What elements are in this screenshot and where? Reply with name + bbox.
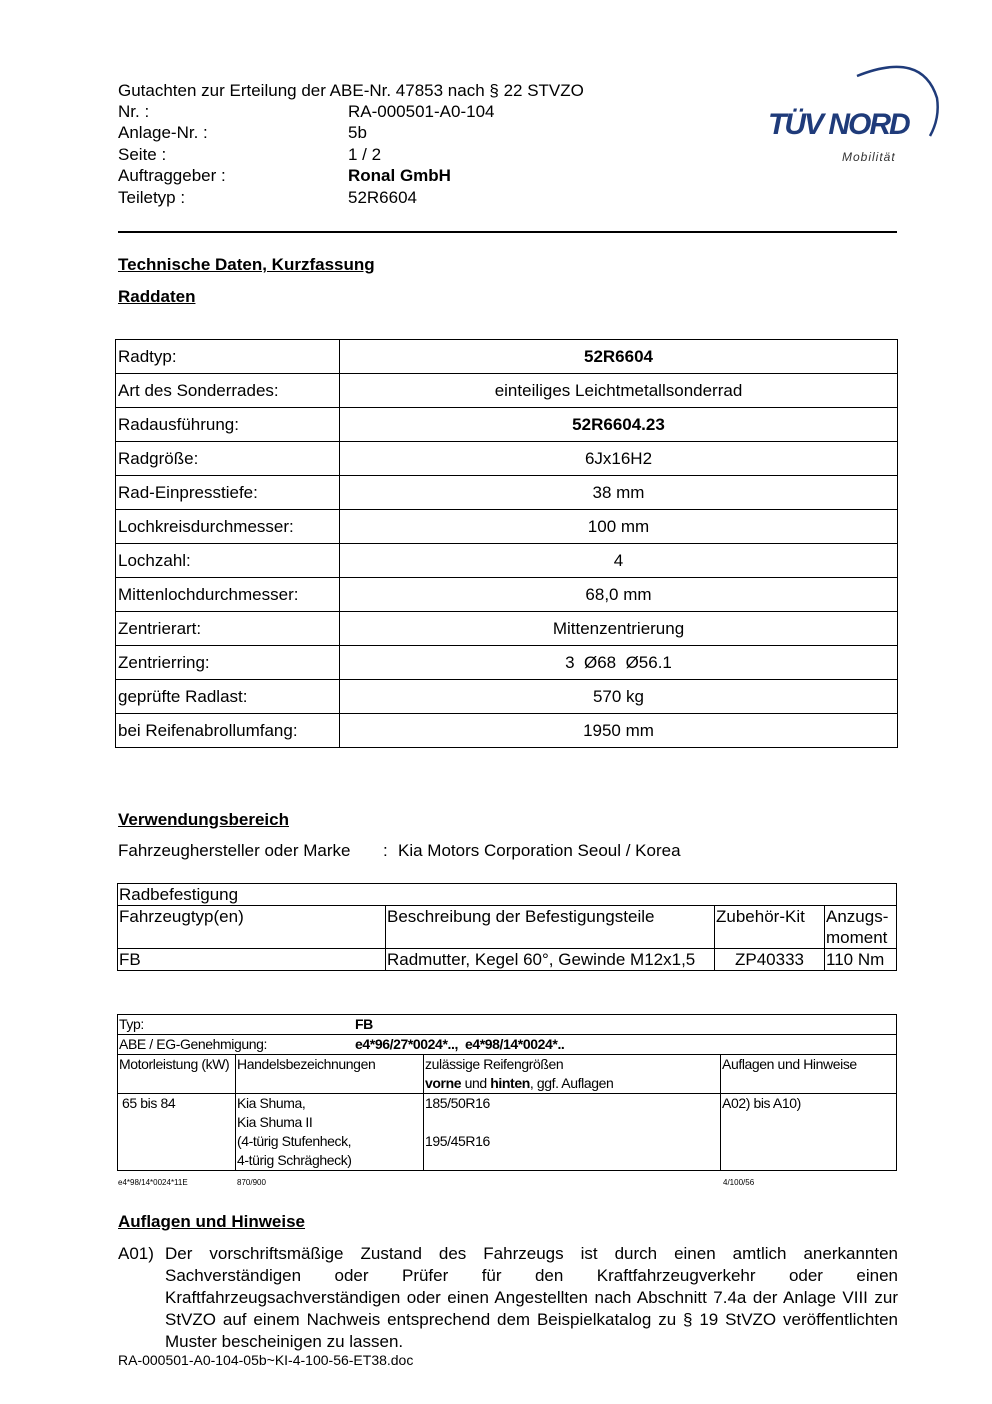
logo-sub: Mobilität [842, 150, 896, 164]
row-value: 38 mm [340, 476, 898, 510]
row-value: 1950 mm [340, 714, 898, 748]
table-row [116, 340, 898, 374]
table-cell: A02) bis A10) [721, 1094, 897, 1171]
row-label: Lochzahl: [116, 544, 340, 578]
row-value: Mittenzentrierung [340, 612, 898, 646]
table-row [118, 1035, 897, 1055]
reifen-header-vorne: vorne [425, 1075, 462, 1091]
header-row-anlage [118, 122, 678, 144]
table-row [116, 680, 898, 714]
foot-code: 870/900 [237, 1178, 266, 1187]
table-cell: FB [118, 949, 386, 971]
row-label: Art des Sonderrades: [116, 374, 340, 408]
header-key: Teiletyp : [118, 188, 186, 207]
section-title: Technische Daten, Kurzfassung [118, 255, 375, 274]
column-header: Beschreibung der Befestigungsteile [386, 906, 715, 949]
table-row [118, 1055, 897, 1094]
header-value: 52R6604 [348, 188, 418, 207]
reifen-header-auflagen: , ggf. Auflagen [529, 1075, 614, 1091]
typ-row [118, 1015, 897, 1035]
verwendung-title: Verwendungsbereich [118, 810, 289, 829]
header-value: RA-000501-A0-104 [348, 102, 495, 121]
list-item: (4-türig Stufenheck, [237, 1133, 352, 1149]
footer-filename: RA-000501-A0-104-05b~KI-4-100-56-ET38.doc [118, 1352, 414, 1368]
typ-value: FB [355, 1016, 373, 1032]
header-key: Auftraggeber : [118, 166, 226, 185]
auflage-number: A01) [118, 1244, 154, 1263]
hersteller-label: Fahrzeughersteller oder Marke [118, 841, 351, 860]
header-row-teiletyp [118, 187, 678, 209]
typ-label: Typ: [119, 1016, 144, 1032]
row-label: Radausführung: [116, 408, 340, 442]
hersteller-value: Kia Motors Corporation Seoul / Korea [398, 841, 681, 860]
row-label: Radtyp: [116, 340, 340, 374]
list-item: 4-türig Schrägheck) [237, 1152, 352, 1168]
header-key: Seite : [118, 145, 167, 164]
header-row-seite [118, 144, 678, 166]
row-label: Rad-Einpresstiefe: [116, 476, 340, 510]
row-label: geprüfte Radlast: [116, 680, 340, 714]
table-row [118, 1015, 897, 1035]
table-cell: 110 Nm [825, 949, 897, 971]
table-row [116, 374, 898, 408]
header-value: Ronal GmbH [348, 166, 451, 185]
radbefestigung-table [117, 883, 897, 971]
row-label: Lochkreisdurchmesser: [116, 510, 340, 544]
abe-value: e4*96/27*0024*.., e4*98/14*0024*.. [355, 1036, 565, 1052]
auflage-text: Der vorschriftsmäßige Zustand des Fahrzeugs ist durch einen amtlich anerkannten Sachverständigen oder Prüfer für den Kraftfahrzeugverkehr oder einen Kraftfahrzeugsachverständigen oder einen Angestellten nach Abschnitt 7.4a der Anlage VIII zur StVZO auf einem Nachweis entsprechend dem Beispielkatalog zu § 19 StVZO veröffentlichten Muster bescheinigen zu lassen. [165, 1244, 898, 1351]
header-row-auftraggeber [118, 165, 678, 187]
header-key: Anlage-Nr. : [118, 123, 208, 142]
row-label: Zentrierring: [116, 646, 340, 680]
table-row [116, 510, 898, 544]
handelsbezeichnungen-cell [236, 1094, 424, 1171]
reifen-header-und: und [461, 1075, 491, 1091]
list-item: 195/45R16 [425, 1133, 490, 1149]
raddaten-table [115, 339, 898, 748]
abe-label: ABE / EG-Genehmigung: [119, 1036, 268, 1052]
row-label: Radgröße: [116, 442, 340, 476]
column-header: Handelsbezeichnungen [236, 1055, 424, 1094]
list-item: 185/50R16 [425, 1095, 490, 1111]
radbefestigung-title: Radbefestigung [118, 884, 897, 906]
table-row [118, 1094, 897, 1171]
foot-code: 4/100/56 [723, 1178, 755, 1187]
table-row [116, 442, 898, 476]
column-header: Fahrzeugtyp(en) [118, 906, 386, 949]
row-value: einteiliges Leichtmetallsonderrad [340, 374, 898, 408]
row-label: Zentrierart: [116, 612, 340, 646]
row-value: 52R6604 [340, 340, 898, 374]
table-row [118, 884, 897, 906]
row-value: 6Jx16H2 [340, 442, 898, 476]
table-cell: 65 bis 84 [118, 1094, 236, 1171]
table-row [116, 578, 898, 612]
column-header: Anzugs-moment [825, 906, 897, 949]
row-value: 4 [340, 544, 898, 578]
document-title: Gutachten zur Erteilung der ABE-Nr. 47853 nach § 22 STVZO [118, 81, 584, 100]
table-row [116, 544, 898, 578]
table-row [118, 906, 897, 949]
row-label: bei Reifenabrollumfang: [116, 714, 340, 748]
reifen-cell [424, 1094, 721, 1171]
reifen-header-line1: zulässige Reifengrößen [425, 1056, 564, 1072]
row-value: 68,0 mm [340, 578, 898, 612]
logo-brand: TÜV NORD [768, 108, 909, 141]
column-header: Motorleistung (kW) [118, 1055, 236, 1094]
auflagen-title: Auflagen und Hinweise [118, 1212, 306, 1231]
foot-code: e4*98/14*0024*11E [118, 1178, 188, 1187]
table-row [116, 408, 898, 442]
column-header: Zubehör-Kit [715, 906, 825, 949]
column-header: Auflagen und Hinweise [721, 1055, 897, 1094]
table-row [118, 949, 897, 971]
document-title-line [118, 80, 678, 102]
column-header-reifen [424, 1055, 721, 1094]
table-cell: ZP40333 [715, 949, 825, 971]
row-value: 52R6604.23 [340, 408, 898, 442]
header-key: Nr. : [118, 102, 150, 121]
row-label: Mittenlochdurchmesser: [116, 578, 340, 612]
header-divider [118, 231, 897, 233]
reifen-header-hinten: hinten [490, 1075, 530, 1091]
abe-row [118, 1035, 897, 1055]
row-value: 3 Ø68 Ø56.1 [340, 646, 898, 680]
row-value: 100 mm [340, 510, 898, 544]
spacer [425, 1113, 719, 1132]
table-row [116, 646, 898, 680]
table-row [116, 714, 898, 748]
raddaten-title: Raddaten [118, 287, 196, 306]
list-item: Kia Shuma II [237, 1114, 313, 1130]
hersteller-sep: : [383, 841, 388, 860]
table-row [116, 612, 898, 646]
typ-table [117, 1014, 897, 1171]
header-row-nr [118, 101, 678, 123]
tuev-nord-logo [762, 58, 942, 168]
table-cell: Radmutter, Kegel 60°, Gewinde M12x1,5 [386, 949, 715, 971]
header-value: 5b [348, 123, 367, 142]
row-value: 570 kg [340, 680, 898, 714]
list-item: Kia Shuma, [237, 1095, 306, 1111]
table-row [116, 476, 898, 510]
header-value: 1 / 2 [348, 145, 382, 164]
